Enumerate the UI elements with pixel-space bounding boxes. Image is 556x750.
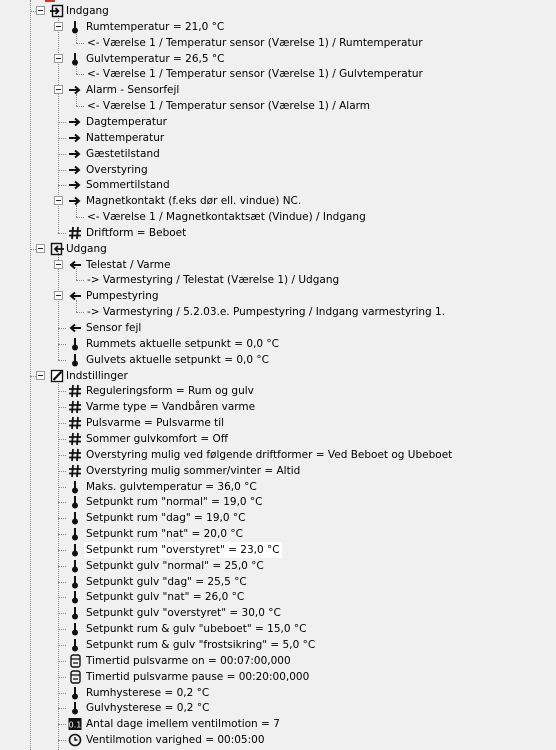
tree-item-label: Indstillinger bbox=[66, 369, 128, 382]
tree-item-label: Driftform = Beboet bbox=[86, 226, 187, 239]
tree-item-label: Timertid pulsvarme pause = 00:20:00,000 bbox=[86, 670, 310, 683]
tree-link-node[interactable] bbox=[0, 66, 556, 82]
tree-item-label: Telestat / Varme bbox=[86, 258, 171, 271]
thermometer-icon bbox=[68, 19, 82, 35]
tree-item[interactable] bbox=[0, 653, 556, 669]
tree-item-label: Setpunkt rum "overstyret" = 23,0 °C bbox=[86, 543, 280, 556]
arrow-right-icon bbox=[68, 162, 82, 178]
arrow-right-icon bbox=[68, 193, 82, 209]
collapse-toggle-icon[interactable] bbox=[36, 371, 45, 380]
arrow-right-icon bbox=[68, 82, 82, 98]
tree-item-label: Gulvhysterese = 0,2 °C bbox=[86, 702, 210, 715]
selected-item-edge bbox=[45, 0, 55, 2]
thermometer-icon bbox=[68, 685, 82, 701]
tree-item[interactable] bbox=[0, 19, 556, 35]
collapse-toggle-icon[interactable] bbox=[36, 6, 45, 15]
tree-item-label: Setpunkt gulv "nat" = 26,0 °C bbox=[86, 591, 245, 604]
thermometer-icon bbox=[68, 621, 82, 637]
tree-item[interactable] bbox=[0, 193, 556, 209]
tree-item[interactable] bbox=[0, 447, 556, 463]
tree-item[interactable] bbox=[0, 589, 556, 605]
thermometer-icon bbox=[68, 637, 82, 653]
tree-item-label: Ventilmotion varighed = 00:05:00 bbox=[86, 734, 265, 747]
tree-item-label: Udgang bbox=[66, 242, 107, 255]
tree-item-label: -> Varmestyring / Telestat (Værelse 1) / Udgang bbox=[87, 274, 340, 287]
arrow-right-icon bbox=[68, 146, 82, 162]
tree-item-label: Setpunkt rum "nat" = 20,0 °C bbox=[86, 528, 243, 541]
tree-item-label: Timertid pulsvarme on = 00:07:00,000 bbox=[86, 654, 291, 667]
tree-item[interactable] bbox=[0, 479, 556, 495]
tree-item[interactable] bbox=[0, 82, 556, 98]
thermometer-icon bbox=[68, 479, 82, 495]
tree-item[interactable] bbox=[0, 669, 556, 685]
tree-item-label: -> Varmestyring / 5.2.03.e. Pumpestyring / Indgang varmestyring 1. bbox=[87, 306, 446, 319]
tree-item-label: Overstyring mulig sommer/vinter = Altid bbox=[86, 464, 301, 477]
tree-item[interactable] bbox=[0, 542, 556, 558]
tree-item[interactable] bbox=[0, 621, 556, 637]
tree-item[interactable] bbox=[0, 51, 556, 67]
thermometer-icon bbox=[68, 494, 82, 510]
tree-item-label: <- Værelse 1 / Temperatur sensor (Værelse 1) / Gulvtemperatur bbox=[87, 68, 423, 81]
hash-icon bbox=[68, 383, 82, 399]
tree-item-label: Setpunkt rum & gulv "ubeboet" = 15,0 °C bbox=[86, 623, 307, 636]
tree-item-label: Varme type = Vandbåren varme bbox=[86, 401, 256, 414]
tree-item[interactable] bbox=[0, 558, 556, 574]
thermometer-icon bbox=[68, 605, 82, 621]
tree-item-label: Overstyring bbox=[86, 163, 148, 176]
tree-item-label: Rumhysterese = 0,2 °C bbox=[86, 686, 210, 699]
tree-item[interactable] bbox=[0, 288, 556, 304]
collapse-toggle-icon[interactable] bbox=[54, 54, 63, 63]
thermometer-icon bbox=[68, 542, 82, 558]
tree-item-label: Maks. gulvtemperatur = 36,0 °C bbox=[86, 480, 257, 493]
arrow-right-icon bbox=[68, 114, 82, 130]
timer-icon bbox=[68, 653, 82, 669]
thermometer-icon bbox=[68, 574, 82, 590]
tree-item-label: Gulvets aktuelle setpunkt = 0,0 °C bbox=[86, 353, 269, 366]
timer-icon bbox=[68, 669, 82, 685]
thermometer-icon bbox=[68, 558, 82, 574]
collapse-toggle-icon[interactable] bbox=[36, 244, 45, 253]
tree-item[interactable] bbox=[0, 415, 556, 431]
tree-item[interactable] bbox=[0, 637, 556, 653]
tree-item-label: Setpunkt gulv "normal" = 25,0 °C bbox=[86, 559, 264, 572]
thermometer-icon bbox=[68, 589, 82, 605]
tree-item[interactable] bbox=[0, 494, 556, 510]
tree-item-label: Rumtemperatur = 21,0 °C bbox=[86, 20, 225, 33]
thermometer-icon bbox=[68, 526, 82, 542]
hash-icon bbox=[68, 415, 82, 431]
tree-item-label: Setpunkt rum "dag" = 19,0 °C bbox=[86, 512, 246, 525]
input-box-icon bbox=[50, 3, 64, 19]
tree-item-label: Sensor fejl bbox=[86, 322, 142, 334]
tree-item[interactable] bbox=[0, 732, 556, 748]
tree-item[interactable] bbox=[0, 510, 556, 526]
svg-text:0.1: 0.1 bbox=[68, 720, 82, 730]
clock-icon bbox=[68, 732, 82, 748]
collapse-toggle-icon[interactable] bbox=[54, 196, 63, 205]
hash-icon bbox=[68, 447, 82, 463]
tree-item[interactable] bbox=[0, 177, 556, 193]
tree-item-label: Setpunkt gulv "overstyret" = 30,0 °C bbox=[86, 607, 281, 620]
tree-item[interactable] bbox=[0, 463, 556, 479]
counter-icon bbox=[68, 716, 82, 732]
tree-item[interactable] bbox=[0, 399, 556, 415]
tree-item[interactable] bbox=[0, 431, 556, 447]
tree-item-label: Dagtemperatur bbox=[86, 115, 167, 128]
hash-icon bbox=[68, 225, 82, 241]
tree-item[interactable] bbox=[0, 130, 556, 146]
tree-item-label: <- Værelse 1 / Temperatur sensor (Værelse 1) / Alarm bbox=[87, 100, 371, 113]
tree-item[interactable] bbox=[0, 685, 556, 701]
tree-item-label: Rummets aktuelle setpunkt = 0,0 °C bbox=[86, 337, 280, 350]
thermometer-icon bbox=[68, 51, 82, 67]
thermometer-icon bbox=[68, 352, 82, 368]
tree-link-node[interactable] bbox=[0, 35, 556, 51]
tree-item-label: Overstyring mulig ved følgende driftformer = Ved Beboet og Ubeboet bbox=[86, 448, 453, 461]
tree-item-label: Indgang bbox=[66, 5, 109, 17]
tree-item-label: Setpunkt gulv "dag" = 25,5 °C bbox=[86, 575, 247, 588]
arrow-left-icon bbox=[68, 288, 82, 304]
tree-item-label: Setpunkt rum "normal" = 19,0 °C bbox=[86, 496, 263, 509]
tree-item-label: Reguleringsform = Rum og gulv bbox=[86, 385, 254, 398]
tree-item-label: Nattemperatur bbox=[86, 131, 165, 144]
tree-item-label: Gulvtemperatur = 26,5 °C bbox=[86, 52, 225, 65]
tree-item-label: <- Værelse 1 / Temperatur sensor (Værelse 1) / Rumtemperatur bbox=[87, 36, 423, 49]
collapse-toggle-icon[interactable] bbox=[54, 291, 63, 300]
arrow-left-icon bbox=[68, 257, 82, 273]
tree-item[interactable] bbox=[0, 320, 556, 336]
collapse-toggle-icon[interactable] bbox=[54, 260, 63, 269]
tree-group-node[interactable] bbox=[0, 368, 556, 384]
output-box-icon bbox=[50, 241, 64, 257]
tree-item-label: Magnetkontakt (f.eks dør ell. vindue) NC. bbox=[86, 195, 302, 208]
tree-item[interactable] bbox=[0, 605, 556, 621]
tree-item[interactable] bbox=[0, 700, 556, 716]
tree-item[interactable] bbox=[0, 574, 556, 590]
collapse-toggle-icon[interactable] bbox=[54, 22, 63, 31]
arrow-left-icon bbox=[68, 320, 82, 336]
tree-item[interactable] bbox=[0, 162, 556, 178]
tree-item[interactable] bbox=[0, 225, 556, 241]
tree-link-node[interactable] bbox=[0, 304, 556, 320]
hash-icon bbox=[68, 399, 82, 415]
tree-item[interactable] bbox=[0, 526, 556, 542]
tree-item-label: Gæstetilstand bbox=[86, 147, 160, 160]
edit-icon bbox=[50, 368, 64, 384]
tree-item[interactable] bbox=[0, 352, 556, 368]
arrow-right-icon bbox=[68, 177, 82, 193]
thermometer-icon bbox=[68, 700, 82, 716]
tree-group-node[interactable] bbox=[0, 241, 556, 257]
tree-item[interactable] bbox=[0, 146, 556, 162]
tree-item-label: Sommer gulvkomfort = Off bbox=[86, 432, 228, 445]
tree-item[interactable] bbox=[0, 114, 556, 130]
tree-item-label: <- Værelse 1 / Magnetkontaktsæt (Vindue) / Indgang bbox=[87, 211, 366, 224]
collapse-toggle-icon[interactable] bbox=[54, 85, 63, 94]
tree-item-label: Pulsvarme = Pulsvarme til bbox=[86, 417, 225, 430]
tree-item[interactable] bbox=[0, 716, 556, 732]
tree-item-label: Alarm - Sensorfejl bbox=[86, 84, 180, 97]
tree-item[interactable] bbox=[0, 336, 556, 352]
tree-link-node[interactable] bbox=[0, 209, 556, 225]
arrow-right-icon bbox=[68, 130, 82, 146]
tree-item-label: Sommertilstand bbox=[86, 179, 170, 192]
tree-link-node[interactable] bbox=[0, 272, 556, 288]
thermometer-icon bbox=[68, 336, 82, 352]
hash-icon bbox=[68, 431, 82, 447]
thermometer-icon bbox=[68, 510, 82, 526]
tree-link-node[interactable] bbox=[0, 98, 556, 114]
tree-item-label: Pumpestyring bbox=[86, 290, 159, 303]
tree-group-node[interactable] bbox=[0, 3, 556, 19]
tree-item-label: Setpunkt rum & gulv "frostsikring" = 5,0 °C bbox=[86, 639, 316, 651]
tree-item[interactable] bbox=[0, 383, 556, 399]
hash-icon bbox=[68, 463, 82, 479]
tree-item[interactable] bbox=[0, 257, 556, 273]
tree-item-label: Antal dage imellem ventilmotion = 7 bbox=[86, 718, 280, 731]
